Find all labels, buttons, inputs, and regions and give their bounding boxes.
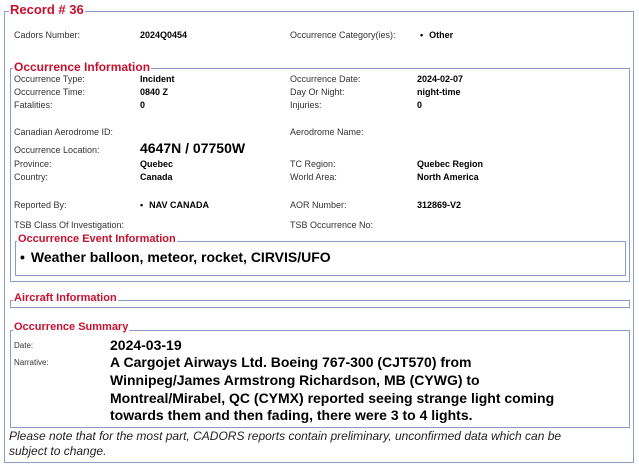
occurrence-time-label: Occurrence Time: [14,87,86,97]
tc-region-value: Quebec Region [417,159,484,169]
summary-date-label: Date: [14,341,34,350]
summary-title: Occurrence Summary [14,321,129,333]
reported-by-label: Reported By: [14,200,67,210]
aircraft-info-title: Aircraft Information [14,292,117,304]
event-info-title: Occurrence Event Information [18,233,176,245]
world-area-value: North America [417,172,479,182]
occurrence-date-value: 2024-02-07 [417,74,464,84]
disclaimer-note-line: subject to change. [9,444,107,458]
tc-region-label: TC Region: [290,159,336,169]
country-value: Canada [140,172,173,182]
world-area-label: World Area: [290,172,337,182]
record-title: Record # 36 [10,2,84,17]
aor-number-label: AOR Number: [290,200,347,210]
occurrence-type-label: Occurrence Type: [14,74,85,84]
day-or-night-value: night-time [417,87,461,97]
country-label: Country: [14,172,49,182]
fatalities-label: Fatalities: [14,100,53,110]
aerodrome-id-label: Canadian Aerodrome ID: [14,127,114,137]
fatalities-value: 0 [140,100,146,110]
narrative-line: A Cargojet Airways Ltd. Boeing 767-300 (CJT570) from [110,354,472,370]
occurrence-location-value: 4647N / 07750W [140,140,246,156]
injuries-value: 0 [417,100,423,110]
occurrence-location-label: Occurrence Location: [14,145,100,155]
narrative-line: Winnipeg/James Armstrong Richardson, MB (CYWG) to [110,372,480,388]
injuries-label: Injuries: [290,100,322,110]
cadors-number-value: 2024Q0454 [140,30,188,40]
summary-date-value: 2024-03-19 [110,337,182,353]
narrative-label: Narrative: [14,358,49,367]
category-label: Occurrence Category(ies): [290,30,396,40]
disclaimer-note-line: Please note that for the most part, CADORS reports contain preliminary, unconfirmed data which can be [9,429,562,443]
aerodrome-name-label: Aerodrome Name: [290,127,364,137]
narrative-line: Montreal/Mirabel, QC (CYMX) reported seeing strange light coming [110,390,555,406]
occurrence-info-title: Occurrence Information [14,60,151,74]
province-value: Quebec [140,159,174,169]
day-or-night-label: Day Or Night: [290,87,345,97]
occurrence-time-value: 0840 Z [140,87,169,97]
cadors-number-label: Cadors Number: [14,30,81,40]
tsb-occurrence-no-label: TSB Occurrence No: [290,220,374,230]
aor-number-value: 312869-V2 [417,200,462,210]
narrative-line: towards them and then fading, there were 3 to 4 lights. [110,407,473,423]
reported-by-value: • NAV CANADA [140,201,209,210]
province-label: Province: [14,159,52,169]
occurrence-date-label: Occurrence Date: [290,74,361,84]
occurrence-type-value: Incident [140,74,175,84]
category-value: • Other [420,31,453,40]
tsb-class-label: TSB Class Of Investigation: [14,220,125,230]
event-item: • Weather balloon, meteor, rocket, CIRVIS/UFO [20,250,331,264]
